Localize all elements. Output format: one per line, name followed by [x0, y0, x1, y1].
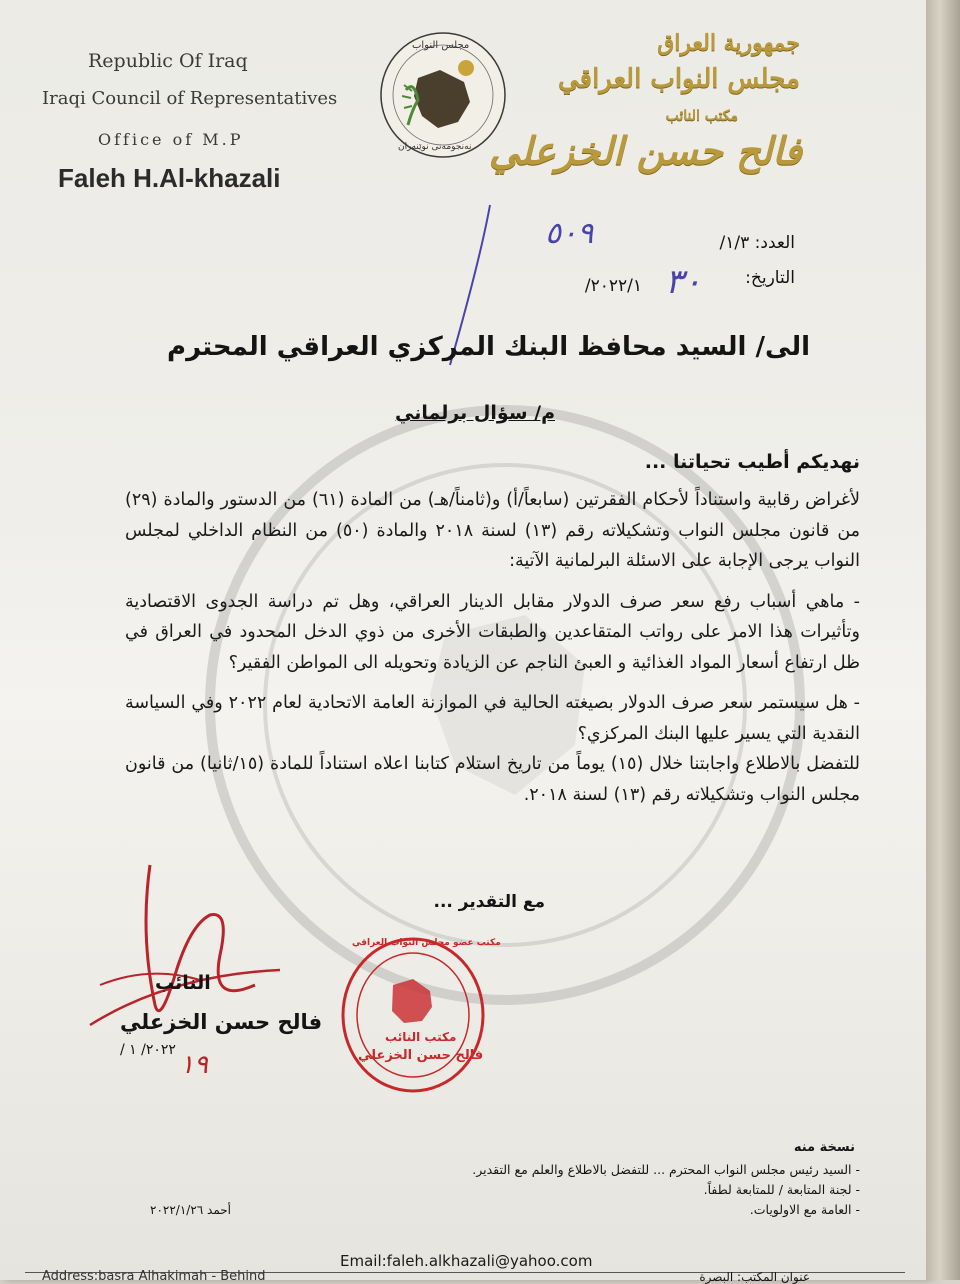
- paragraph-intro: لأغراض رقابية واستناداً لأحكام الفقرتين (سابعاً/أ) و(ثامناً/هـ) من المادة (٦١) من الدستور والمادة (٢٩) من قانون مجلس النواب وتشكيلاته رقم (١٣) لسنة ٢٠١٨ والمادة (٥٠) من النظام الداخلي لمجلس النواب يرجى الإجابة على الاسئلة البرلمانية الآتية:: [125, 490, 861, 571]
- date-label: التاريخ:: [745, 268, 795, 288]
- paper-edge-background: [926, 0, 960, 1280]
- subject: م/ سؤال برلماني: [394, 402, 555, 424]
- date-handwritten: ٣٠: [665, 262, 702, 302]
- copy-item: - لجنة المتابعة / للمتابعة لطفاً.: [703, 1182, 860, 1197]
- addressee: الى/ السيد محافظ البنك المركزي العراقي المحترم: [167, 332, 810, 362]
- paragraph-closing: للتفضل بالاطلاع واجابتنا خلال (١٥) يوماً من تاريخ استلام كتابنا اعلاه استناداً للمادة (١٥/ثانيا) من قانون مجلس النواب وتشكيلاته رقم (١٣) لسنة ٢٠١٨.: [125, 754, 860, 805]
- typist-note: أحمد ٢٠٢٢/١/٢٦: [150, 1203, 232, 1217]
- header-ar-line3: مكتب النائب: [665, 108, 738, 124]
- greeting: نهديكم أطيب تحياتنا ...: [644, 451, 860, 473]
- stamp-inner-top: مكتب النائب: [385, 1030, 457, 1044]
- logo-bottom-text: نەنجومەنی نوێنەران: [398, 142, 472, 152]
- header-en-line2: Iraqi Council of Representatives: [42, 88, 338, 109]
- copies-heading: نسخة منه: [793, 1140, 855, 1155]
- copies-list: [472, 1160, 860, 1220]
- header-ar-line2: مجلس النواب العراقي: [557, 64, 800, 94]
- footer-address-ar: عنوان المكتب: البصرة: [699, 1270, 810, 1284]
- stamp-inner-name: فالح حسن الخزعلي: [358, 1048, 484, 1063]
- letter-body: [125, 485, 860, 820]
- signature-date: ٢٠٢٢/ ١ /: [120, 1042, 176, 1058]
- logo-top-text: مجلس النواب: [412, 40, 470, 51]
- header-en-line1: Republic Of Iraq: [88, 50, 248, 72]
- signatory-title: النائب: [155, 972, 211, 994]
- signature-date-handwritten: ١٩: [180, 1050, 208, 1080]
- ref-label: العدد: ١/٣/: [719, 233, 795, 253]
- stamp-ring-text: مكتب عضو مجلس النواب العراقي: [352, 938, 501, 948]
- footer-address: Address:basra Alhakimah - Behind: [42, 1269, 266, 1284]
- copy-item: - السيد رئيس مجلس النواب المحترم ... للتفضل بالاطلاع والعلم مع التقدير.: [472, 1162, 860, 1177]
- header-ar-name: فالح حسن الخزعلي: [488, 128, 802, 173]
- ref-handwritten: ٥٠٩: [545, 216, 594, 251]
- date-value: ٢٠٢٢/١/: [584, 276, 642, 296]
- header-en-name: Faleh H.Al-khazali: [58, 163, 281, 193]
- regards: مع التقدير ...: [433, 892, 545, 912]
- header-en-line3: Office of M.P: [98, 130, 244, 149]
- header-ar-line1: جمهورية العراق: [657, 30, 800, 56]
- footer-email: Email:faleh.alkhazali@yahoo.com: [340, 1252, 593, 1270]
- question-2: - هل سيستمر سعر صرف الدولار بصيغته الحالية في الموازنة العامة الاتحادية لعام ٢٠٢٢ وفي السياسة النقدية التي يسير عليها البنك المركزي؟: [125, 693, 860, 744]
- question-1: - ماهي أسباب رفع سعر صرف الدولار مقابل الدينار العراقي، وهل تم دراسة الجدوى الاقتصادية وتأثيرات هذا الامر على رواتب المتقاعدين والطبقات الأخرى من ذوي الدخل المحدود في العراق في ظل ارتفاع أسعار المواد الغذائية و العبئ الناجم عن الزيادة وتحويله الى المواطن الفقير؟: [125, 591, 860, 673]
- signatory-name: فالح حسن الخزعلي: [120, 1010, 323, 1034]
- copy-item: - العامة مع الاولويات.: [749, 1202, 860, 1217]
- official-stamp: [338, 935, 488, 1095]
